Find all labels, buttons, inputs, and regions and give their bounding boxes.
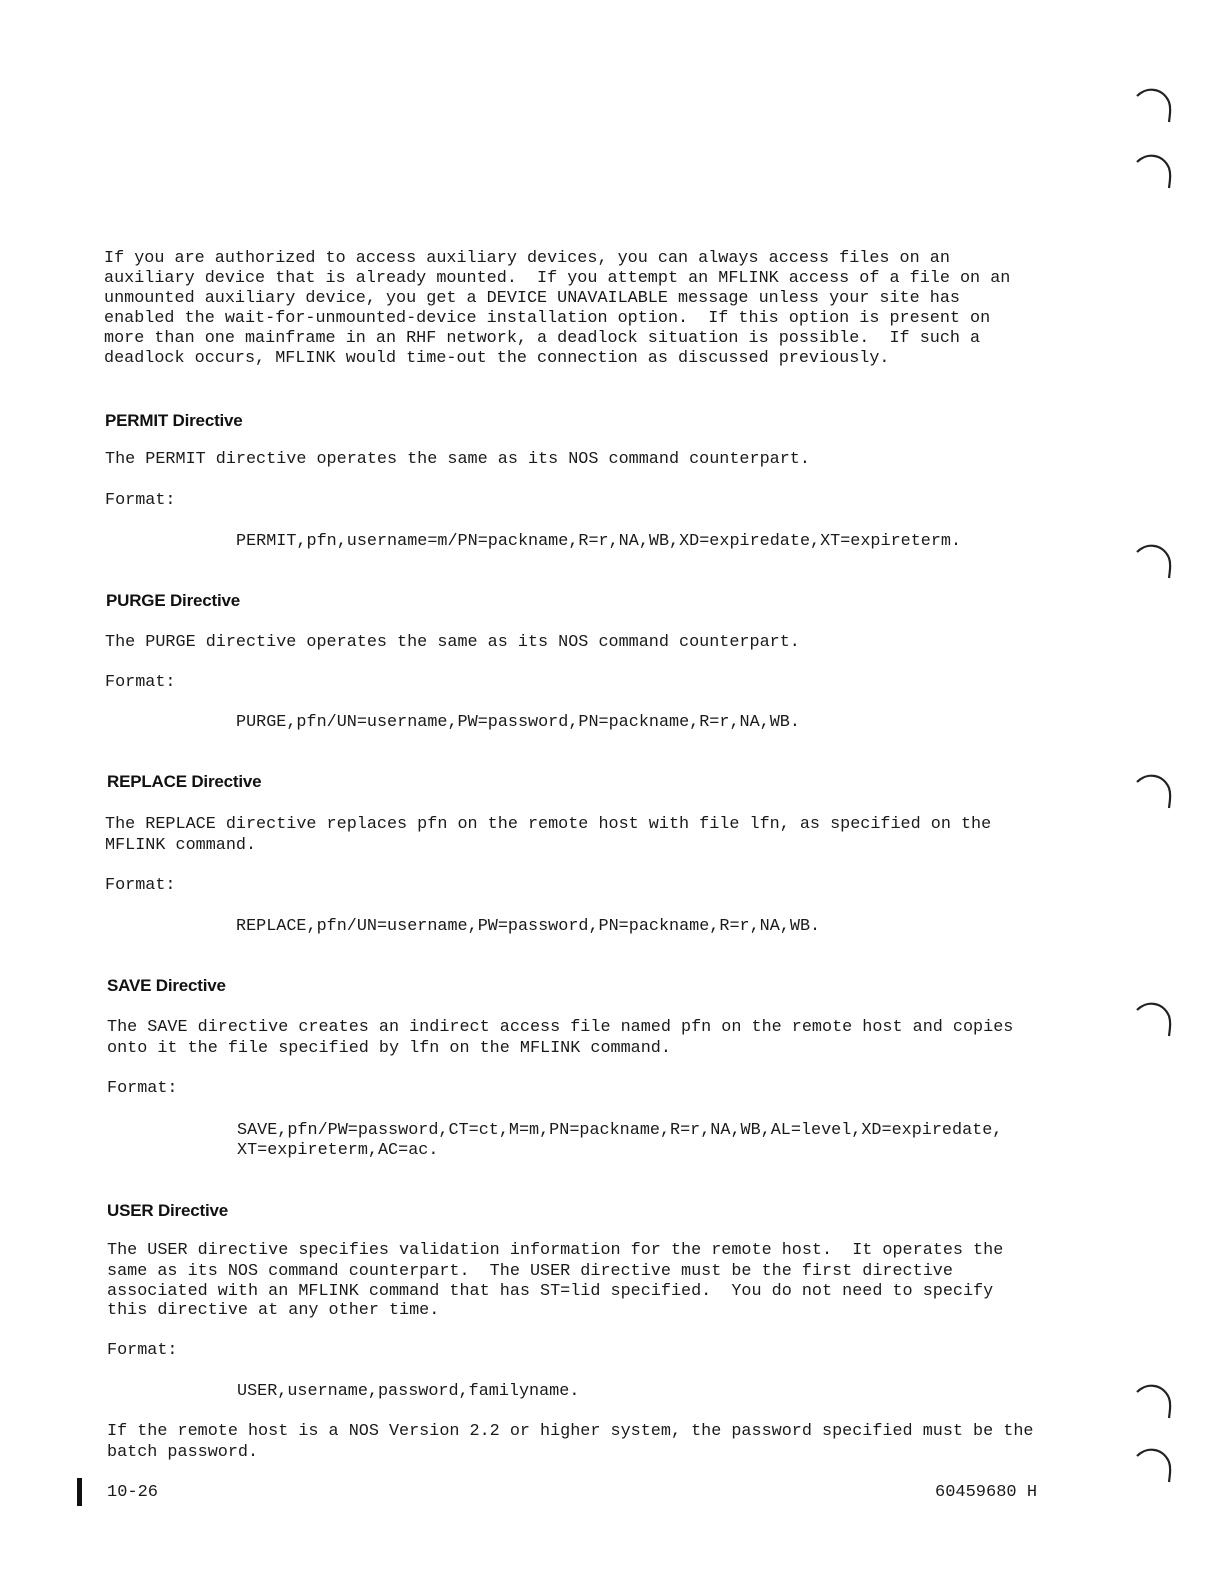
binder-hole-mark	[1135, 1444, 1175, 1488]
binder-hole-mark	[1135, 84, 1175, 128]
binder-hole-mark	[1135, 770, 1175, 814]
section-heading: REPLACE Directive	[107, 772, 262, 791]
format-syntax: XT=expireterm,AC=ac.	[237, 1141, 439, 1160]
text-line: associated with an MFLINK command that has ST=lid specified. You do not need to specify	[107, 1282, 994, 1301]
change-bar	[77, 1478, 82, 1506]
binder-hole-mark	[1135, 1380, 1175, 1424]
text-line: enabled the wait-for-unmounted-device installation option. If this option is present on	[104, 309, 991, 328]
text-line: The REPLACE directive replaces pfn on the remote host with file lfn, as specified on the	[105, 815, 992, 834]
text-line: The SAVE directive creates an indirect access file named pfn on the remote host and copies	[107, 1018, 1014, 1037]
document-number: 60459680 H	[935, 1483, 1038, 1502]
text-line: unmounted auxiliary device, you get a DEVICE UNAVAILABLE message unless your site has	[104, 289, 960, 308]
section-heading: SAVE Directive	[107, 976, 226, 995]
section-heading: USER Directive	[107, 1201, 228, 1220]
text-line: batch password.	[107, 1443, 259, 1462]
section-heading: PURGE Directive	[106, 591, 240, 610]
binder-hole-mark	[1135, 998, 1175, 1042]
text-line: more than one mainframe in an RHF network, a deadlock situation is possible. If such a	[104, 329, 981, 348]
section-description: The PERMIT directive operates the same as its NOS command counterpart.	[105, 450, 810, 469]
format-syntax: PURGE,pfn/UN=username,PW=password,PN=packname,R=r,NA,WB.	[236, 713, 800, 732]
format-syntax: REPLACE,pfn/UN=username,PW=password,PN=packname,R=r,NA,WB.	[236, 917, 821, 936]
text-line: onto it the file specified by lfn on the MFLINK command.	[107, 1039, 671, 1058]
format-label: Format:	[107, 1341, 178, 1360]
format-label: Format:	[105, 876, 176, 895]
page-number: 10-26	[107, 1483, 159, 1502]
format-label: Format:	[105, 673, 176, 692]
text-line: MFLINK command.	[105, 836, 257, 855]
binder-hole-mark	[1135, 150, 1175, 194]
text-line: If the remote host is a NOS Version 2.2 or higher system, the password specified must be the	[107, 1422, 1034, 1441]
format-syntax: PERMIT,pfn,username=m/PN=packname,R=r,NA,WB,XD=expiredate,XT=expireterm.	[236, 532, 962, 551]
text-line: same as its NOS command counterpart. The USER directive must be the first directive	[107, 1262, 953, 1281]
text-line: The USER directive specifies validation information for the remote host. It operates the	[107, 1241, 1004, 1260]
section-heading: PERMIT Directive	[105, 411, 243, 430]
binder-hole-mark	[1135, 540, 1175, 584]
text-line: this directive at any other time.	[107, 1301, 440, 1320]
text-line: If you are authorized to access auxiliary devices, you can always access files on an	[104, 249, 950, 268]
format-syntax: USER,username,password,familyname.	[237, 1382, 580, 1401]
format-label: Format:	[107, 1079, 178, 1098]
section-description: The PURGE directive operates the same as its NOS command counterpart.	[105, 633, 800, 652]
text-line: auxiliary device that is already mounted. If you attempt an MFLINK access of a file on an	[104, 269, 1011, 288]
text-line: deadlock occurs, MFLINK would time-out the connection as discussed previously.	[104, 349, 890, 368]
format-syntax: SAVE,pfn/PW=password,CT=ct,M=m,PN=packname,R=r,NA,WB,AL=level,XD=expiredate,	[237, 1121, 1003, 1140]
format-label: Format:	[105, 491, 176, 510]
